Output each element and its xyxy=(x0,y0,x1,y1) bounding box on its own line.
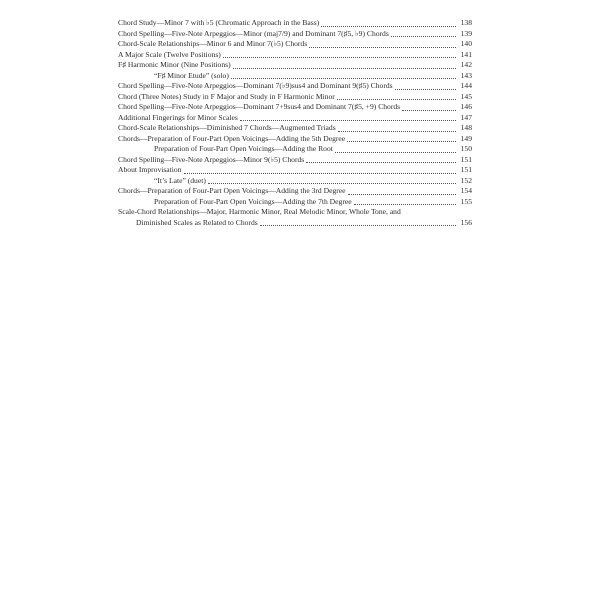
toc-entry-title: Preparation of Four-Part Open Voicings—Adding the 7th Degree xyxy=(154,196,352,206)
toc-entry-title: Diminished Scales as Related to Chords xyxy=(136,217,258,227)
toc-entry-page-number: 150 xyxy=(460,144,472,153)
toc-entry-title: Chord Spelling—Five-Note Arpeggios—Minor (maj7/9) and Dominant 7(♯5, ♭9) Chords xyxy=(118,28,389,38)
toc-entry xyxy=(118,134,472,145)
toc-entry-page-number: 151 xyxy=(460,165,472,174)
dot-leader xyxy=(231,77,456,79)
dot-leader xyxy=(391,35,456,37)
toc-entry-page-number: 152 xyxy=(460,175,472,185)
toc-entry-title: Scale-Chord Relationships—Major, Harmonic Minor, Real Melodic Minor, Whole Tone, and xyxy=(118,207,401,216)
toc-entry-page-number: 156 xyxy=(460,217,472,227)
dot-leader xyxy=(347,140,456,142)
toc-entry-page-number: 138 xyxy=(460,18,472,27)
dot-leader xyxy=(337,98,456,100)
toc-entry-page-number: 155 xyxy=(460,196,472,206)
dot-leader xyxy=(240,119,456,121)
dot-leader xyxy=(184,172,457,174)
toc-entry-title: “F♯ Minor Etude” (solo) xyxy=(154,70,229,80)
dot-leader xyxy=(309,46,456,48)
toc-entry xyxy=(118,102,472,113)
toc-entry-title: Chord Spelling—Five-Note Arpeggios—Dominant 7+9sus4 and Dominant 7(♯5, +9) Chords xyxy=(118,102,401,111)
dot-leader xyxy=(395,88,456,90)
toc-entry xyxy=(118,92,472,103)
dot-leader xyxy=(348,193,456,195)
toc-entry-title: Preparation of Four-Part Open Voicings—Adding the Root xyxy=(154,144,333,153)
toc-entry xyxy=(118,60,472,71)
toc-entry-page-number: 154 xyxy=(460,186,472,195)
toc-entry-title: Chord Spelling—Five-Note Arpeggios—Dominant 7(♭9)sus4 and Dominant 9(♯5) Chords xyxy=(118,81,393,90)
toc-entry xyxy=(118,155,472,166)
toc-entry-page-number: 146 xyxy=(460,102,472,111)
toc-entry-title: Additional Fingerings for Minor Scales xyxy=(118,112,238,122)
toc-entry-page-number: 142 xyxy=(460,60,472,69)
toc-entry xyxy=(118,123,472,134)
toc-entry xyxy=(118,176,472,187)
dot-leader xyxy=(321,25,456,27)
toc-entry-title: Chord (Three Notes) Study in F Major and Study in F Harmonic Minor xyxy=(118,91,335,101)
dot-leader xyxy=(223,56,456,58)
toc-entry-title: Chords—Preparation of Four-Part Open Voicings—Adding the 3rd Degree xyxy=(118,186,346,195)
toc-entry-page-number: 139 xyxy=(460,28,472,38)
toc-entry-page-number: 145 xyxy=(460,91,472,101)
toc-entry-page-number: 143 xyxy=(460,70,472,80)
toc-entry-title: Chords—Preparation of Four-Part Open Voicings—Adding the 5th Degree xyxy=(118,133,346,143)
dot-leader xyxy=(260,224,456,226)
dot-leader xyxy=(306,161,456,163)
toc-entry xyxy=(118,50,472,61)
toc-entry-title: F♯ Harmonic Minor (Nine Positions) xyxy=(118,60,231,69)
dot-leader xyxy=(354,203,456,205)
toc-entry-page-number: 141 xyxy=(460,49,472,59)
dot-leader xyxy=(402,109,456,111)
toc-entry xyxy=(118,165,472,176)
toc-entry-page-number: 151 xyxy=(460,154,472,164)
dot-leader xyxy=(233,67,456,69)
toc-entry-title: Chord Spelling—Five-Note Arpeggios—Minor 9(♭5) Chords xyxy=(118,154,305,164)
toc-entry-page-number: 148 xyxy=(460,123,472,132)
dot-leader xyxy=(335,151,456,153)
table-of-contents xyxy=(118,18,472,228)
toc-entry-title: Chord-Scale Relationships—Diminished 7 Chords—Augmented Triads xyxy=(118,123,336,132)
toc-entry xyxy=(118,144,472,155)
toc-entry-title: Chord Study—Minor 7 with ♭5 (Chromatic Approach in the Bass) xyxy=(118,18,320,27)
dot-leader xyxy=(338,130,456,132)
toc-entry-page-number: 147 xyxy=(460,112,472,122)
toc-entry-title: A Major Scale (Twelve Positions) xyxy=(118,49,221,59)
toc-entry xyxy=(118,71,472,82)
toc-entry-page-number: 149 xyxy=(460,133,472,143)
toc-entry xyxy=(118,197,472,208)
dot-leader xyxy=(208,182,456,184)
toc-entry-title: About Improvisation xyxy=(118,165,182,174)
toc-entry-page-number: 144 xyxy=(460,81,472,90)
toc-entry xyxy=(118,39,472,50)
toc-entry-title: “It’s Late” (duet) xyxy=(154,175,206,185)
toc-entry xyxy=(118,113,472,124)
toc-entry xyxy=(118,186,472,197)
toc-entry xyxy=(118,81,472,92)
toc-entry xyxy=(118,29,472,40)
toc-entry-title: Chord-Scale Relationships—Minor 6 and Minor 7(♭5) Chords xyxy=(118,39,308,48)
toc-entry xyxy=(118,207,472,218)
toc-entry-page-number: 140 xyxy=(460,39,472,48)
toc-entry xyxy=(118,18,472,29)
toc-entry xyxy=(118,218,472,229)
